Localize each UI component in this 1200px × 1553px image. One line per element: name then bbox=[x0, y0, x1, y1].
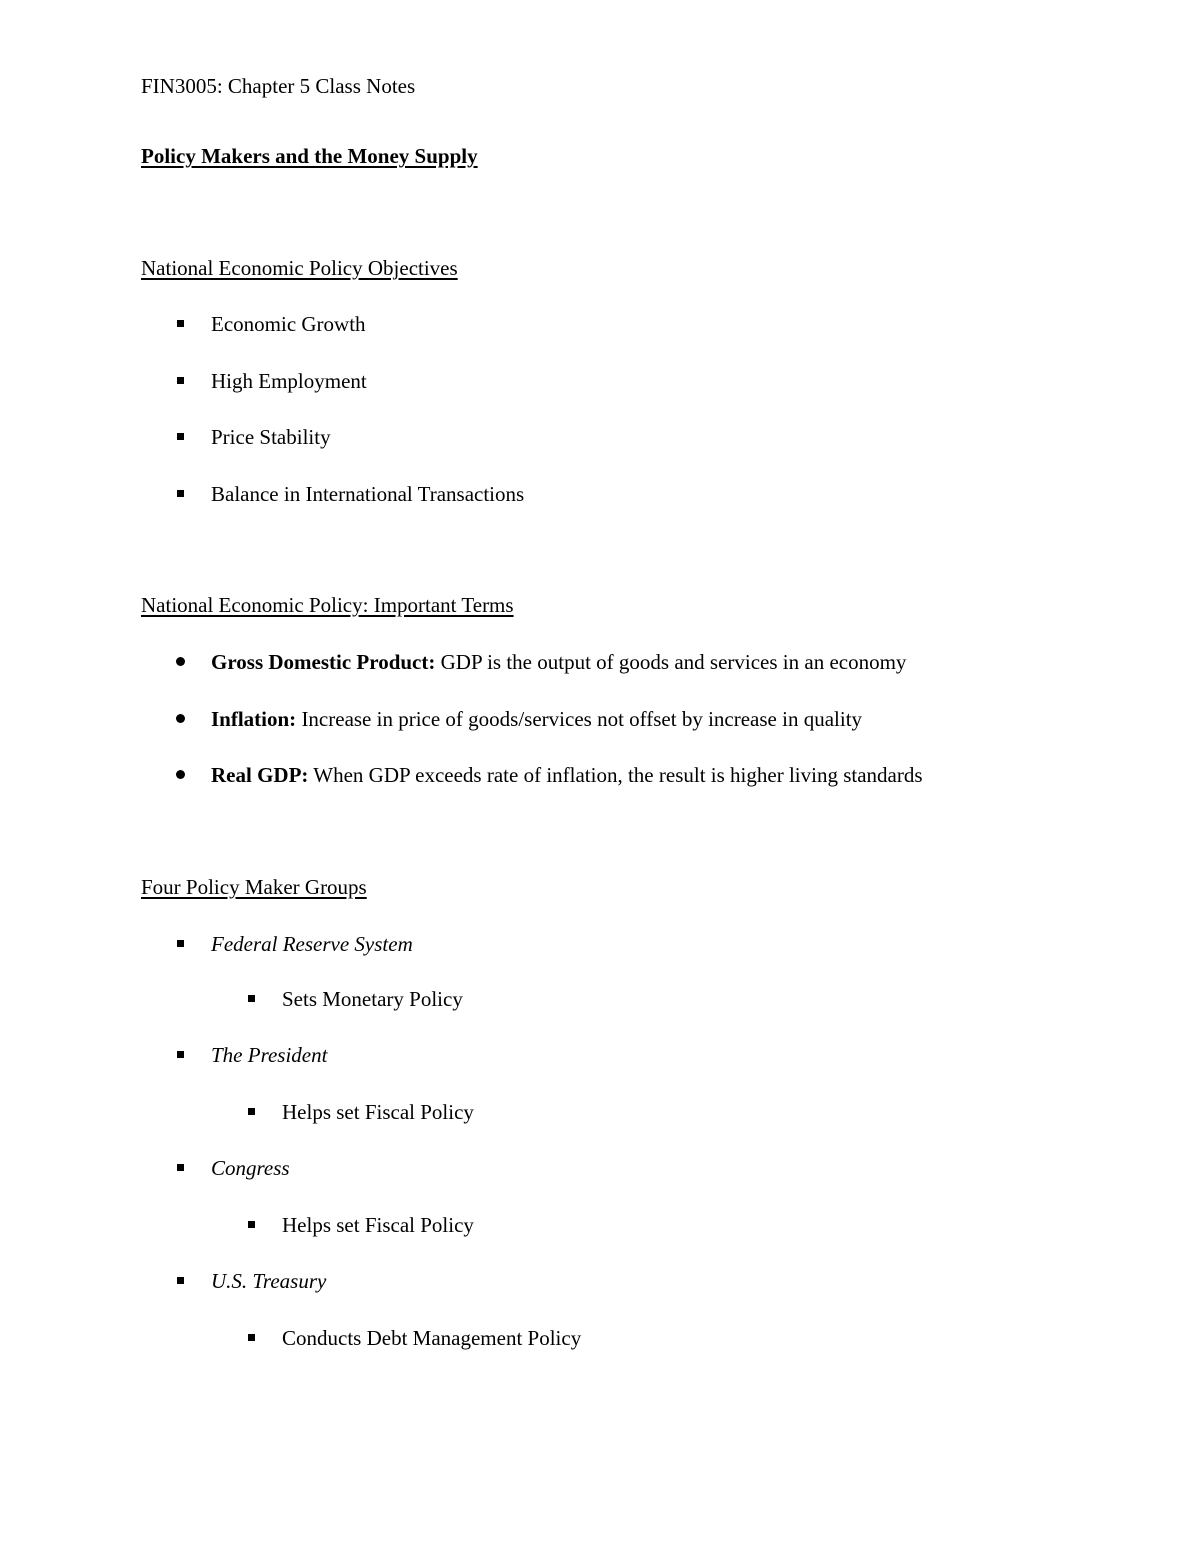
square-bullet-icon bbox=[177, 1277, 184, 1284]
group-name: Congress bbox=[211, 1156, 290, 1180]
square-bullet-icon bbox=[177, 320, 184, 327]
document-header: FIN3005: Chapter 5 Class Notes bbox=[141, 74, 416, 98]
objectives-heading: National Economic Policy Objectives bbox=[141, 256, 458, 280]
group-name: Federal Reserve System bbox=[211, 932, 413, 956]
term-label: Inflation: bbox=[211, 707, 297, 731]
square-bullet-icon bbox=[177, 433, 184, 440]
groups-heading: Four Policy Maker Groups bbox=[141, 875, 367, 899]
round-bullet-icon bbox=[176, 714, 185, 723]
square-bullet-icon bbox=[248, 1108, 255, 1115]
round-bullet-icon bbox=[176, 657, 185, 666]
group-role: Sets Monetary Policy bbox=[282, 987, 463, 1011]
square-bullet-icon bbox=[177, 490, 184, 497]
term-definition: GDP is the output of goods and services in an economy bbox=[440, 650, 907, 674]
square-bullet-icon bbox=[177, 1164, 184, 1171]
square-bullet-icon bbox=[248, 1334, 255, 1341]
list-item: High Employment bbox=[211, 369, 367, 393]
list-item bbox=[211, 706, 862, 732]
square-bullet-icon bbox=[177, 1051, 184, 1058]
square-bullet-icon bbox=[177, 940, 184, 947]
group-role: Helps set Fiscal Policy bbox=[282, 1100, 474, 1124]
group-name: The President bbox=[211, 1043, 328, 1067]
group-name: U.S. Treasury bbox=[211, 1269, 327, 1293]
group-role: Conducts Debt Management Policy bbox=[282, 1326, 582, 1350]
list-item bbox=[211, 649, 906, 675]
list-item: Economic Growth bbox=[211, 312, 366, 336]
term-definition: When GDP exceeds rate of inflation, the result is higher living standards bbox=[313, 763, 923, 787]
term-label: Real GDP: bbox=[211, 763, 309, 787]
round-bullet-icon bbox=[176, 770, 185, 779]
list-item: Price Stability bbox=[211, 425, 331, 449]
term-definition: Increase in price of goods/services not offset by increase in quality bbox=[301, 707, 863, 731]
document-title: Policy Makers and the Money Supply bbox=[141, 144, 478, 168]
list-item: Balance in International Transactions bbox=[211, 482, 525, 506]
square-bullet-icon bbox=[248, 1221, 255, 1228]
square-bullet-icon bbox=[248, 995, 255, 1002]
terms-heading: National Economic Policy: Important Terms bbox=[141, 593, 514, 617]
group-role: Helps set Fiscal Policy bbox=[282, 1213, 474, 1237]
list-item bbox=[211, 762, 923, 788]
square-bullet-icon bbox=[177, 377, 184, 384]
term-label: Gross Domestic Product: bbox=[211, 650, 436, 674]
